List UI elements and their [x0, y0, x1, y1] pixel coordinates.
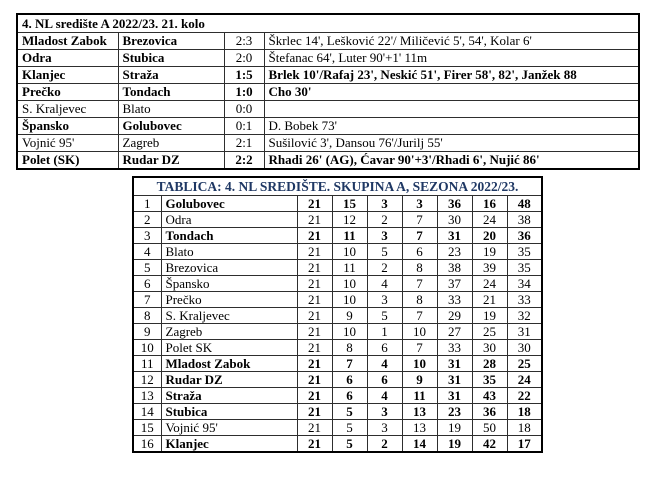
draws-cell: 5	[367, 244, 402, 260]
played-cell: 21	[297, 356, 332, 372]
standings-table	[132, 176, 543, 453]
goals-for-cell: 31	[437, 372, 472, 388]
standings-row	[133, 292, 542, 308]
points-cell: 34	[507, 276, 542, 292]
played-cell: 21	[297, 196, 332, 212]
standings-row	[133, 404, 542, 420]
played-cell: 21	[297, 308, 332, 324]
points-cell: 36	[507, 228, 542, 244]
team-cell: Rudar DZ	[161, 372, 297, 388]
away-team-cell: Rudar DZ	[118, 152, 224, 170]
standings-row	[133, 308, 542, 324]
goals-for-cell: 31	[437, 388, 472, 404]
played-cell: 21	[297, 292, 332, 308]
draws-cell: 3	[367, 404, 402, 420]
goals-for-cell: 33	[437, 340, 472, 356]
goals-against-cell: 43	[472, 388, 507, 404]
goals-for-cell: 31	[437, 228, 472, 244]
goals-against-cell: 42	[472, 436, 507, 453]
team-cell: Brezovica	[161, 260, 297, 276]
points-cell: 48	[507, 196, 542, 212]
team-cell: Vojnić 95'	[161, 420, 297, 436]
goals-for-cell: 37	[437, 276, 472, 292]
points-cell: 30	[507, 340, 542, 356]
position-cell: 13	[133, 388, 161, 404]
standings-row	[133, 260, 542, 276]
position-cell: 6	[133, 276, 161, 292]
standings-row	[133, 228, 542, 244]
points-cell: 35	[507, 244, 542, 260]
home-team-cell: Odra	[17, 50, 118, 67]
draws-cell: 6	[367, 372, 402, 388]
goals-against-cell: 25	[472, 324, 507, 340]
home-team-cell: Mladost Zabok	[17, 33, 118, 50]
goals-for-cell: 33	[437, 292, 472, 308]
match-row	[17, 135, 639, 152]
losses-cell: 9	[402, 372, 437, 388]
standings-row	[133, 196, 542, 212]
results-title: 4. NL središte A 2022/23. 21. kolo	[17, 14, 639, 33]
points-cell: 35	[507, 260, 542, 276]
match-row	[17, 33, 639, 50]
draws-cell: 2	[367, 212, 402, 228]
losses-cell: 7	[402, 212, 437, 228]
goals-against-cell: 19	[472, 308, 507, 324]
losses-cell: 14	[402, 436, 437, 453]
wins-cell: 9	[332, 308, 367, 324]
away-team-cell: Golubovec	[118, 118, 224, 135]
goals-against-cell: 36	[472, 404, 507, 420]
losses-cell: 7	[402, 308, 437, 324]
goals-for-cell: 19	[437, 420, 472, 436]
losses-cell: 6	[402, 244, 437, 260]
played-cell: 21	[297, 212, 332, 228]
home-team-cell: Vojnić 95'	[17, 135, 118, 152]
standings-row	[133, 436, 542, 453]
goals-against-cell: 30	[472, 340, 507, 356]
position-cell: 10	[133, 340, 161, 356]
wins-cell: 10	[332, 324, 367, 340]
scorers-cell: Brlek 10'/Rafaj 23', Neskić 51', Firer 58', 82', Janžek 88	[264, 67, 639, 84]
points-cell: 32	[507, 308, 542, 324]
points-cell: 25	[507, 356, 542, 372]
wins-cell: 6	[332, 388, 367, 404]
draws-cell: 2	[367, 260, 402, 276]
position-cell: 2	[133, 212, 161, 228]
match-row	[17, 67, 639, 84]
position-cell: 15	[133, 420, 161, 436]
match-row	[17, 118, 639, 135]
losses-cell: 3	[402, 196, 437, 212]
results-title-row	[17, 14, 639, 33]
losses-cell: 10	[402, 356, 437, 372]
goals-for-cell: 23	[437, 404, 472, 420]
match-row	[17, 84, 639, 101]
scorers-cell: D. Bobek 73'	[264, 118, 639, 135]
wins-cell: 6	[332, 372, 367, 388]
draws-cell: 4	[367, 388, 402, 404]
wins-cell: 15	[332, 196, 367, 212]
scorers-cell: Rhadi 26' (AG), Ćavar 90'+3'/Rhadi 6', Nujić 86'	[264, 152, 639, 170]
home-team-cell: Klanjec	[17, 67, 118, 84]
away-team-cell: Blato	[118, 101, 224, 118]
goals-for-cell: 29	[437, 308, 472, 324]
goals-for-cell: 23	[437, 244, 472, 260]
points-cell: 18	[507, 404, 542, 420]
score-cell: 2:2	[224, 152, 264, 170]
goals-for-cell: 19	[437, 436, 472, 453]
goals-against-cell: 39	[472, 260, 507, 276]
losses-cell: 13	[402, 420, 437, 436]
match-row	[17, 50, 639, 67]
score-cell: 2:0	[224, 50, 264, 67]
goals-against-cell: 35	[472, 372, 507, 388]
match-row	[17, 152, 639, 170]
away-team-cell: Brezovica	[118, 33, 224, 50]
position-cell: 1	[133, 196, 161, 212]
scorers-cell: Štefanac 64', Luter 90'+1' 11m	[264, 50, 639, 67]
points-cell: 33	[507, 292, 542, 308]
position-cell: 5	[133, 260, 161, 276]
points-cell: 24	[507, 372, 542, 388]
standings-row	[133, 340, 542, 356]
standings-row	[133, 324, 542, 340]
points-cell: 38	[507, 212, 542, 228]
wins-cell: 10	[332, 292, 367, 308]
score-cell: 0:0	[224, 101, 264, 118]
team-cell: Odra	[161, 212, 297, 228]
losses-cell: 11	[402, 388, 437, 404]
draws-cell: 2	[367, 436, 402, 453]
points-cell: 17	[507, 436, 542, 453]
away-team-cell: Zagreb	[118, 135, 224, 152]
team-cell: Straža	[161, 388, 297, 404]
played-cell: 21	[297, 404, 332, 420]
goals-against-cell: 24	[472, 212, 507, 228]
away-team-cell: Straža	[118, 67, 224, 84]
team-cell: Polet SK	[161, 340, 297, 356]
scorers-cell: Sušilović 3', Dansou 76'/Jurilj 55'	[264, 135, 639, 152]
wins-cell: 11	[332, 260, 367, 276]
goals-for-cell: 38	[437, 260, 472, 276]
played-cell: 21	[297, 372, 332, 388]
position-cell: 16	[133, 436, 161, 453]
wins-cell: 11	[332, 228, 367, 244]
goals-against-cell: 16	[472, 196, 507, 212]
played-cell: 21	[297, 244, 332, 260]
position-cell: 11	[133, 356, 161, 372]
played-cell: 21	[297, 420, 332, 436]
position-cell: 7	[133, 292, 161, 308]
goals-against-cell: 20	[472, 228, 507, 244]
team-cell: S. Kraljevec	[161, 308, 297, 324]
draws-cell: 4	[367, 276, 402, 292]
home-team-cell: Prečko	[17, 84, 118, 101]
home-team-cell: Špansko	[17, 118, 118, 135]
score-cell: 2:3	[224, 33, 264, 50]
draws-cell: 4	[367, 356, 402, 372]
goals-for-cell: 36	[437, 196, 472, 212]
standings-row	[133, 244, 542, 260]
goals-for-cell: 27	[437, 324, 472, 340]
goals-for-cell: 31	[437, 356, 472, 372]
away-team-cell: Tondach	[118, 84, 224, 101]
score-cell: 2:1	[224, 135, 264, 152]
match-row	[17, 101, 639, 118]
team-cell: Tondach	[161, 228, 297, 244]
goals-for-cell: 30	[437, 212, 472, 228]
wins-cell: 7	[332, 356, 367, 372]
position-cell: 4	[133, 244, 161, 260]
team-cell: Špansko	[161, 276, 297, 292]
goals-against-cell: 19	[472, 244, 507, 260]
draws-cell: 3	[367, 228, 402, 244]
played-cell: 21	[297, 340, 332, 356]
draws-cell: 3	[367, 196, 402, 212]
points-cell: 18	[507, 420, 542, 436]
team-cell: Zagreb	[161, 324, 297, 340]
team-cell: Prečko	[161, 292, 297, 308]
losses-cell: 13	[402, 404, 437, 420]
played-cell: 21	[297, 228, 332, 244]
played-cell: 21	[297, 388, 332, 404]
results-table	[16, 13, 640, 170]
points-cell: 31	[507, 324, 542, 340]
wins-cell: 12	[332, 212, 367, 228]
goals-against-cell: 50	[472, 420, 507, 436]
standings-row	[133, 388, 542, 404]
wins-cell: 10	[332, 244, 367, 260]
points-cell: 22	[507, 388, 542, 404]
standings-row	[133, 372, 542, 388]
losses-cell: 7	[402, 276, 437, 292]
score-cell: 1:0	[224, 84, 264, 101]
score-cell: 1:5	[224, 67, 264, 84]
losses-cell: 8	[402, 260, 437, 276]
scorers-cell: Škrlec 14', Lešković 22'/ Miličević 5', 54', Kolar 6'	[264, 33, 639, 50]
team-cell: Stubica	[161, 404, 297, 420]
wins-cell: 5	[332, 420, 367, 436]
goals-against-cell: 28	[472, 356, 507, 372]
home-team-cell: Polet (SK)	[17, 152, 118, 170]
scorers-cell: Cho 30'	[264, 84, 639, 101]
played-cell: 21	[297, 436, 332, 453]
wins-cell: 8	[332, 340, 367, 356]
team-cell: Blato	[161, 244, 297, 260]
standings-title-row	[133, 177, 542, 196]
score-cell: 0:1	[224, 118, 264, 135]
losses-cell: 8	[402, 292, 437, 308]
position-cell: 14	[133, 404, 161, 420]
played-cell: 21	[297, 276, 332, 292]
scorers-cell	[264, 101, 639, 118]
played-cell: 21	[297, 324, 332, 340]
standings-row	[133, 420, 542, 436]
draws-cell: 5	[367, 308, 402, 324]
standings-title: TABLICA: 4. NL SREDIŠTE. SKUPINA A, SEZONA 2022/23.	[133, 177, 542, 196]
standings-row	[133, 276, 542, 292]
wins-cell: 5	[332, 404, 367, 420]
home-team-cell: S. Kraljevec	[17, 101, 118, 118]
draws-cell: 3	[367, 420, 402, 436]
goals-against-cell: 21	[472, 292, 507, 308]
standings-row	[133, 212, 542, 228]
wins-cell: 10	[332, 276, 367, 292]
losses-cell: 10	[402, 324, 437, 340]
team-cell: Golubovec	[161, 196, 297, 212]
draws-cell: 1	[367, 324, 402, 340]
draws-cell: 6	[367, 340, 402, 356]
draws-cell: 3	[367, 292, 402, 308]
goals-against-cell: 24	[472, 276, 507, 292]
losses-cell: 7	[402, 340, 437, 356]
position-cell: 9	[133, 324, 161, 340]
standings-row	[133, 356, 542, 372]
wins-cell: 5	[332, 436, 367, 453]
position-cell: 3	[133, 228, 161, 244]
team-cell: Klanjec	[161, 436, 297, 453]
losses-cell: 7	[402, 228, 437, 244]
position-cell: 8	[133, 308, 161, 324]
team-cell: Mladost Zabok	[161, 356, 297, 372]
position-cell: 12	[133, 372, 161, 388]
played-cell: 21	[297, 260, 332, 276]
away-team-cell: Stubica	[118, 50, 224, 67]
